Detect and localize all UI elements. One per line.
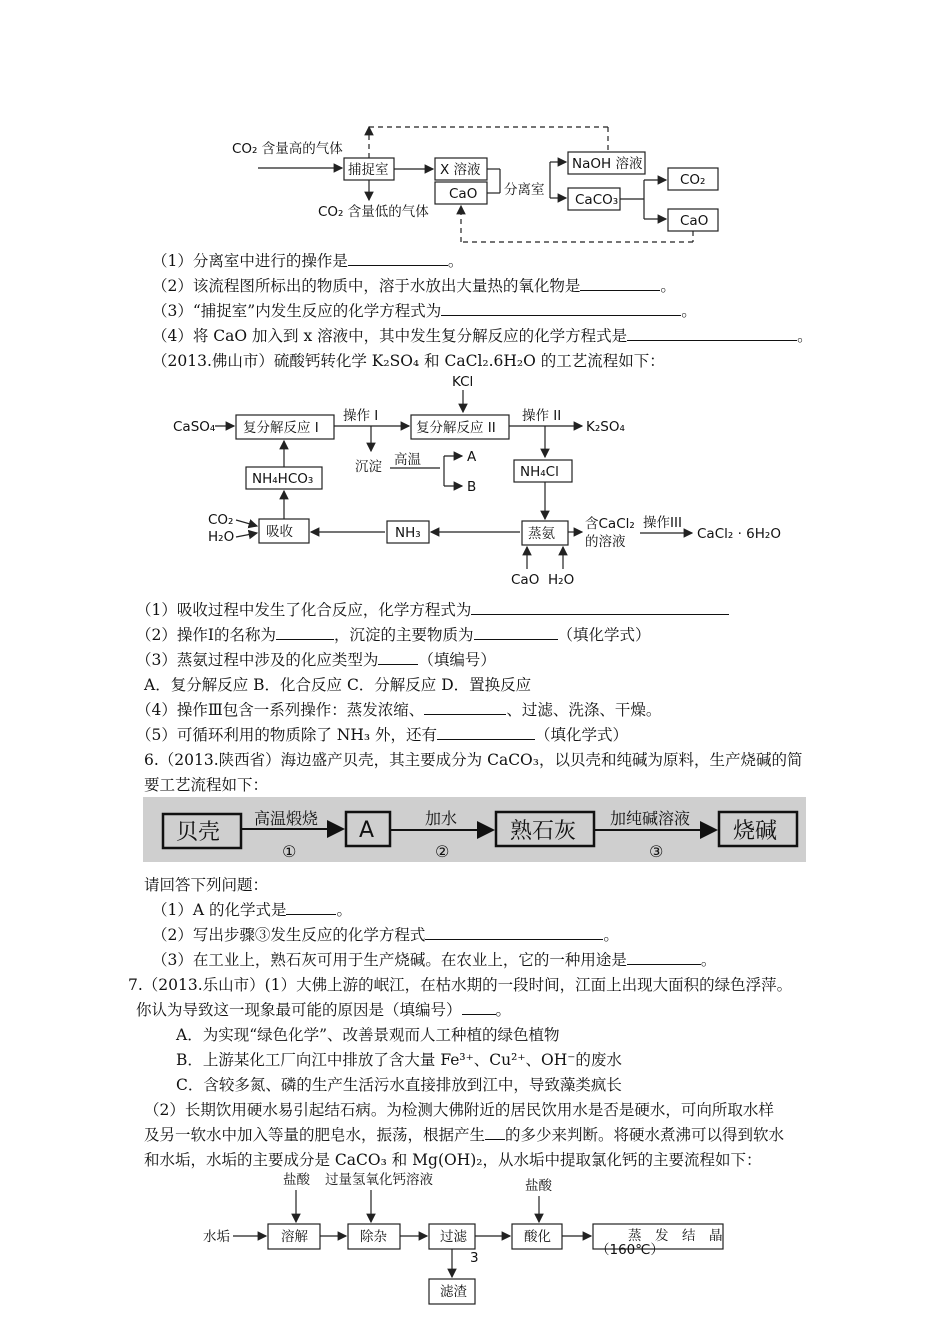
nh4cl-label: NH₄Cl	[520, 464, 559, 480]
evaporate-crystallize-label: 蒸 发 结 晶	[628, 1228, 723, 1244]
answer-blank[interactable]	[286, 900, 336, 915]
h2o-input-label: H₂O	[208, 529, 235, 545]
co2-label: CO₂	[680, 172, 706, 188]
shell-label: 贝壳	[176, 820, 221, 845]
cao-input-label: CaO	[511, 572, 540, 588]
step1-label: 高温煅烧	[254, 809, 319, 828]
answer-blank[interactable]	[425, 925, 603, 940]
q7-option-b: B．上游某化工厂向江中排放了含大量 Fe³⁺、Cu²⁺、OH⁻的废水	[176, 1051, 622, 1069]
op2-label: 操作 II	[522, 408, 562, 424]
q6-sub3: （3）在工业上，熟石灰可用于生产烧碱。在农业上，它的一种用途是 。	[152, 951, 717, 969]
a-label: A	[359, 818, 375, 843]
naoh-solution-label: NaOH 溶液	[572, 156, 643, 172]
q6-line1: 6.（2013.陕西省）海边盛产贝壳，其主要成分为 CaCO₃，以贝壳和纯碱为原料，生产烧碱的简	[144, 751, 803, 769]
answer-blank[interactable]	[580, 276, 660, 291]
answer-blank[interactable]	[471, 600, 729, 615]
absorb-label: 吸收	[266, 524, 293, 540]
q6-sub1: （1）A 的化学式是 。	[152, 901, 352, 919]
foshan-q3: （3）蒸氨过程中涉及的化应类型为 （填编号）	[136, 651, 496, 669]
cacl2-solution-label-2: 的溶液	[585, 534, 626, 550]
answer-blank[interactable]	[474, 625, 558, 640]
hcl-label-2: 盐酸	[525, 1178, 552, 1194]
q6-sub2: （2）写出步骤③发生反应的化学方程式 。	[152, 926, 619, 944]
caco3-label: CaCO₃	[575, 192, 619, 208]
gas-out-label: CO₂ 含量低的气体	[318, 204, 429, 220]
answer-blank[interactable]	[276, 625, 334, 640]
q5-line2: （2）该流程图所标出的物质中，溶于水放出大量热的氧化物是 。	[152, 277, 676, 295]
answer-blank[interactable]	[485, 1125, 505, 1140]
purify-label: 除杂	[360, 1229, 387, 1245]
page-number: 3	[470, 1250, 479, 1266]
dissolve-label: 溶解	[281, 1229, 308, 1245]
answer-blank[interactable]	[627, 950, 701, 965]
separator-label: 分离室	[504, 182, 545, 198]
cao-label: CaO	[449, 186, 478, 202]
caoh2-label: 过量氢氧化钙溶液	[325, 1172, 433, 1188]
high-temp-label: 高温	[394, 452, 421, 468]
q5-line3: （3）“捕捉室”内发生反应的化学方程式为 。	[152, 302, 697, 320]
foshan-q4: （4）操作Ⅲ包含一系列操作：蒸发浓缩、 、过滤、洗涤、干燥。	[136, 701, 662, 719]
foshan-q1: （1）吸收过程中发生了化合反应，化学方程式为	[136, 600, 729, 620]
q5-line4: （4）将 CaO 加入到 x 溶液中，其中发生复分解反应的化学方程式是 。	[152, 327, 813, 345]
q5-line1: （1）分离室中进行的操作是 。	[152, 252, 464, 270]
step3-label: 加纯碱溶液	[610, 809, 691, 828]
cacl2-solution-label-1: 含CaCl₂	[585, 516, 635, 532]
nh3-label: NH₃	[395, 525, 421, 541]
q7-line2: 你认为导致这一现象最可能的原因是（填编号） 。	[136, 1001, 512, 1019]
step2-number: ②	[435, 842, 450, 861]
foshan-q3-options: A．复分解反应 B．化合反应 C．分解反应 D．置换反应	[144, 676, 532, 694]
shell-process-flow	[143, 797, 806, 862]
cao-output-label: CaO	[680, 213, 709, 229]
nh4hco3-label: NH₄HCO₃	[252, 471, 314, 487]
h2o-steam-input-label: H₂O	[548, 572, 575, 588]
capture-chamber-label: 捕捉室	[348, 162, 389, 178]
temperature-label: （160℃）	[596, 1242, 664, 1258]
product-a-label: A	[467, 449, 477, 465]
reaction2-label: 复分解反应 II	[416, 420, 496, 436]
acidify-label: 酸化	[524, 1229, 551, 1245]
q7-part2-line3: 和水垢，水垢的主要成分是 CaCO₃ 和 Mg(OH)₂，从水垢中提取氯化钙的主要流程如下：	[144, 1151, 762, 1169]
kcl-label: KCl	[452, 374, 474, 390]
reaction1-label: 复分解反应 I	[243, 420, 319, 436]
foshan-q5: （5）可循环利用的物质除了 NH₃ 外，还有 （填化学式）	[136, 726, 629, 744]
filter-label: 过滤	[440, 1229, 467, 1245]
steam-ammonia-label: 蒸氨	[528, 526, 555, 542]
foshan-intro: （2013.佛山市）硫酸钙转化学 K₂SO₄ 和 CaCl₂.6H₂O 的工艺流程如下：	[152, 352, 665, 370]
caso4-process-flow-diagram	[0, 368, 950, 593]
caso4-label: CaSO₄	[173, 419, 216, 435]
answer-blank[interactable]	[441, 301, 681, 316]
q7-part2-line2: 及另一软水中加入等量的肥皂水，振荡，根据产生 的多少来判断。将硬水煮沸可以得到软水	[144, 1126, 785, 1144]
scale-process-flow-diagram	[0, 1168, 950, 1318]
q7-part2-line1: （2）长期饮用硬水易引起结石病。为检测大佛附近的居民饮用水是否是硬水，可向所取水样	[144, 1101, 774, 1119]
co2-capture-flow-diagram	[0, 0, 950, 250]
q7-option-a: A．为实现“绿色化学”、改善景观而人工种植的绿色植物	[176, 1026, 560, 1044]
hcl-label-1: 盐酸	[283, 1172, 310, 1188]
answer-blank[interactable]	[378, 650, 418, 665]
caustic-soda-label: 烧碱	[733, 819, 778, 844]
scale-label: 水垢	[203, 1229, 230, 1245]
product-b-label: B	[467, 479, 477, 495]
gas-in-label: CO₂ 含量高的气体	[232, 141, 343, 157]
q6-ask: 请回答下列问题：	[144, 876, 269, 894]
answer-blank[interactable]	[437, 725, 535, 740]
slaked-lime-label: 熟石灰	[510, 819, 577, 844]
residue-label: 滤渣	[440, 1284, 467, 1300]
answer-blank[interactable]	[462, 1000, 496, 1015]
step2-label: 加水	[425, 809, 458, 828]
step3-number: ③	[649, 842, 664, 861]
op3-label: 操作III	[643, 515, 682, 531]
cacl2-6h2o-label: CaCl₂ · 6H₂O	[697, 526, 781, 542]
answer-blank[interactable]	[348, 251, 448, 266]
foshan-q2: （2）操作Ⅰ的名称为 ，沉淀的主要物质为 （填化学式）	[136, 626, 651, 644]
k2so4-label: K₂SO₄	[586, 419, 625, 435]
co2-input-label: CO₂	[208, 512, 234, 528]
answer-blank[interactable]	[424, 700, 506, 715]
q6-line2: 要工艺流程如下：	[144, 776, 269, 794]
answer-blank[interactable]	[627, 326, 797, 341]
precipitate-label: 沉淀	[355, 459, 382, 475]
x-solution-label: X 溶液	[440, 162, 481, 178]
q7-line1: 7.（2013.乐山市）(1）大佛上游的岷江，在枯水期的一段时间，江面上出现大面积的绿色浮萍。	[128, 976, 793, 994]
op1-label: 操作 I	[343, 408, 379, 424]
step1-number: ①	[282, 842, 297, 861]
q7-option-c: C．含较多氮、磷的生产生活污水直接排放到江中，导致藻类疯长	[176, 1076, 622, 1094]
